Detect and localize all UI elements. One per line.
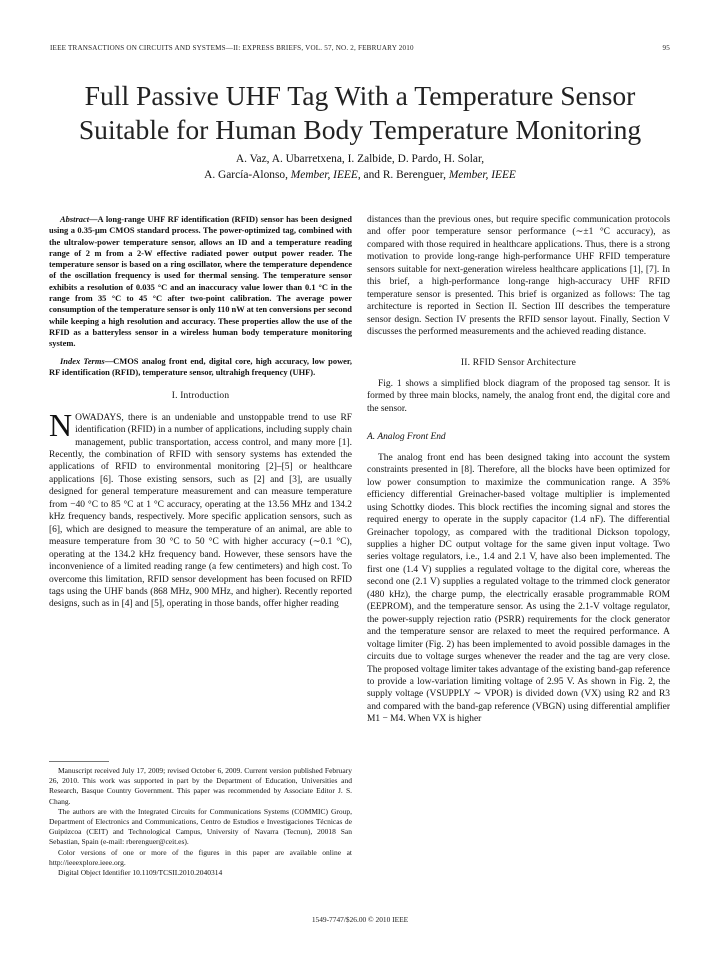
index-terms-dash: — [104,355,114,366]
authors-line-2 [40,168,680,184]
section-heading-introduction: I. Introduction [171,391,230,402]
member-title-2: Member, IEEE [448,168,516,181]
footnotes [49,761,352,878]
index-terms [49,356,352,379]
journal-name: IEEE TRANSACTIONS ON CIRCUITS AND SYSTEMS—II: EXPRESS BRIEFS, VOL. 57, NO. 2, FEBRUARY 2010 [50,44,414,52]
left-column [49,214,352,611]
abstract [49,214,352,350]
title-line-2: Suitable for Human Body Temperature Monitoring [78,114,642,145]
member-title-1: Member, IEEE [290,168,358,181]
intro-text: there is an undeniable and unstoppable trend to use RF identification (RFID) in a number of applications, including supply chain management, public transportation, access control, and many more [1]. Recently, the combination of RFID with sensory systems has extended the applications of RFID to environmental monitoring [2]–[5] or healthcare applications [6]. Those existing sensors, such as [2] and [3], are usually designed for general temperature measurement and can measure temperature from −40 °C to 85 °C at 1 °C accuracy, operating at the 13.56 MHz and 134.2 kHz frequency bands, respectively. More specific application sensors, such as [6], which are designed to measure the temperature of an animal, are able to measure temperature from 30 °C to 50 °C with higher accuracy (∼0.1 °C), operating at the 134.2 kHz frequency band. However, these sensors have the inconvenience of a limited reading range (a few centimeters) and high cost. To overcome this limitation, RFID sensor development has been focused on RFID tags using the UHF bands (868 MHz, 900 MHz, and higher). Recently reported designs, such as in [4] and [5], operating in those bands, offer higher reading [49,412,352,610]
title-line-1: Full Passive UHF Tag With a Temperature Sensor [84,80,636,111]
copyright-line: 1549-7747/$26.00 © 2010 IEEE [311,915,409,924]
footnote-affiliation: The authors are with the Integrated Circuits for Communications Systems (COMMIC) Group, Department of Electronics and Communications, Centro de Estudios e Investigaciones Técnicas de Guipúzcoa (CEIT) and Technological Campus, University of Navarra (Tecnun), 20018 San Sebastian, Spain (e-mail: rberenguer@ceit.es). [49,806,352,847]
author-names-b: , and R. Berenguer, [357,168,449,181]
section-heading-architecture: II. RFID Sensor Architecture [460,357,577,368]
page-number: 95 [662,44,670,52]
drop-cap: N [49,406,73,443]
subsection-heading-analog-front-end: A. Analog Front End [367,432,446,443]
index-terms-label: Index Terms [60,355,105,366]
analog-front-end-paragraph: The analog front end has been designed taking into account the system constraints presented in [8]. Therefore, all the blocks have been optimized for low power consumption to maximize the communication range. A 35% efficiency differential Greinacher-based voltage multiplier is implemented using Schottky diodes. This block rectifies the incoming signal and stores the required energy to operate in the supply capacitor (1.4 nF). The differential Greinacher topology, as compared with the traditional Dickson topology, supplies a higher DC output voltage for the same given input voltage. Two series voltage regulators, i.e., 1.4 and 2.1 V, have also been implemented. The first one (1.4 V) supplies a regulated voltage to the digital core, whereas the second one (2.1 V) supplies a regulated voltage to the trimmed clock generator (480 kHz), the charge pump, the electrically erasable programmable ROM (EEPROM), and the temperature sensor. As using the 2.1-V voltage regulator, the power-supply rejection ratio (PSRR) requirements for the clock generator and the temperature sensor are relaxed to meet the required performance. A voltage limiter (Fig. 2) has been implemented to avoid possible damages in the circuits due to voltage surges whenever the reader and the tag are very close. The proposed voltage limiter takes advantage of the existing band-gap reference to provide a low-variation limiting voltage of 2.95 V. As shown in Fig. 2, the supply voltage (VSUPPLY ∼ VPOR) is divided down (VX) using R2 and R3 and compared with the band-gap reference (VBGN) using differential amplifier M1 − M4. When VX is higher [367,452,670,725]
author-list [40,152,680,183]
intro-continuation: distances than the previous ones, but require specific communication protocols and offer poor temperature sensor performance (∼±1 °C accuracy), as compared with those required in healthcare applications. Thus, there is a strong motivation to provide long-range high-performance UHF RFID temperature sensors suitable for next-generation wireless healthcare applications [1], [7]. In this brief, a high-performance long-range high-accuracy UHF RFID temperature sensor is presented. This brief is organized as follows: The tag architecture is reported in Section II. Section III describes the temperature sensor design. Section IV presents the RFID sensor layout. Finally, Section V discusses the performed measurements and the achieved reading distance. [367,215,670,338]
introduction-paragraph [49,406,352,611]
paper-title [40,79,680,147]
footnote-manuscript: Manuscript received July 17, 2009; revised October 6, 2009. Current version published February 26, 2010. This work was supported in part by the Department of Education, Universities and Research, Basque Country Government. This paper was recommended by Associate Editor J. S. Chang. [49,766,352,806]
architecture-paragraph: Fig. 1 shows a simplified block diagram of the proposed tag sensor. It is formed by three main blocks, namely, the analog front end, the digital core and the sensor. [367,378,670,414]
authors-line-1: A. Vaz, A. Ubarretxena, I. Zalbide, D. Pardo, H. Solar, [235,153,485,165]
right-column [367,214,670,726]
footnote-rule [49,761,109,762]
footnote-color: Color versions of one or more of the figures in this paper are available online at http://ieeexplore.ieee.org. [49,847,352,867]
abstract-text: A long-range UHF RF identification (RFID) sensor has been designed using a 0.35-μm CMOS standard process. The power-optimized tag, combined with the ultralow-power temperature sensor, allows an ID and a temperature reading range of 2 m from a 2-W effective radiated power output power reader. The temperature sensor is based on a ring oscillator, where the temperature dependence of the oscillation frequency is used for thermal sensing. The temperature sensor exhibits a resolution of 0.035 °C and an inaccuracy value lower than 0.1 °C in the range from 35 °C to 45 °C after two-point calibration. The average power consumption of the temperature sensor is only 110 nW at ten conversions per second while keeping a high resolution and accuracy. These properties allow the use of the RFID as a batteryless sensor in a wireless human body temperature monitoring system. [49,214,352,349]
running-header [50,44,670,56]
abstract-label: Abstract [60,214,90,224]
abstract-dash: — [89,214,98,224]
footnote-doi: Digital Object Identifier 10.1109/TCSII.2010.2040314 [58,868,223,878]
author-names-a: A. García-Alonso, [204,168,291,181]
intro-smallcaps: OWADAYS, [75,412,124,423]
index-terms-text: CMOS analog front end, digital core, high accuracy, low power, RF identification (RFID), temperature sensor, ultrahigh frequency (UHF). [49,355,353,377]
